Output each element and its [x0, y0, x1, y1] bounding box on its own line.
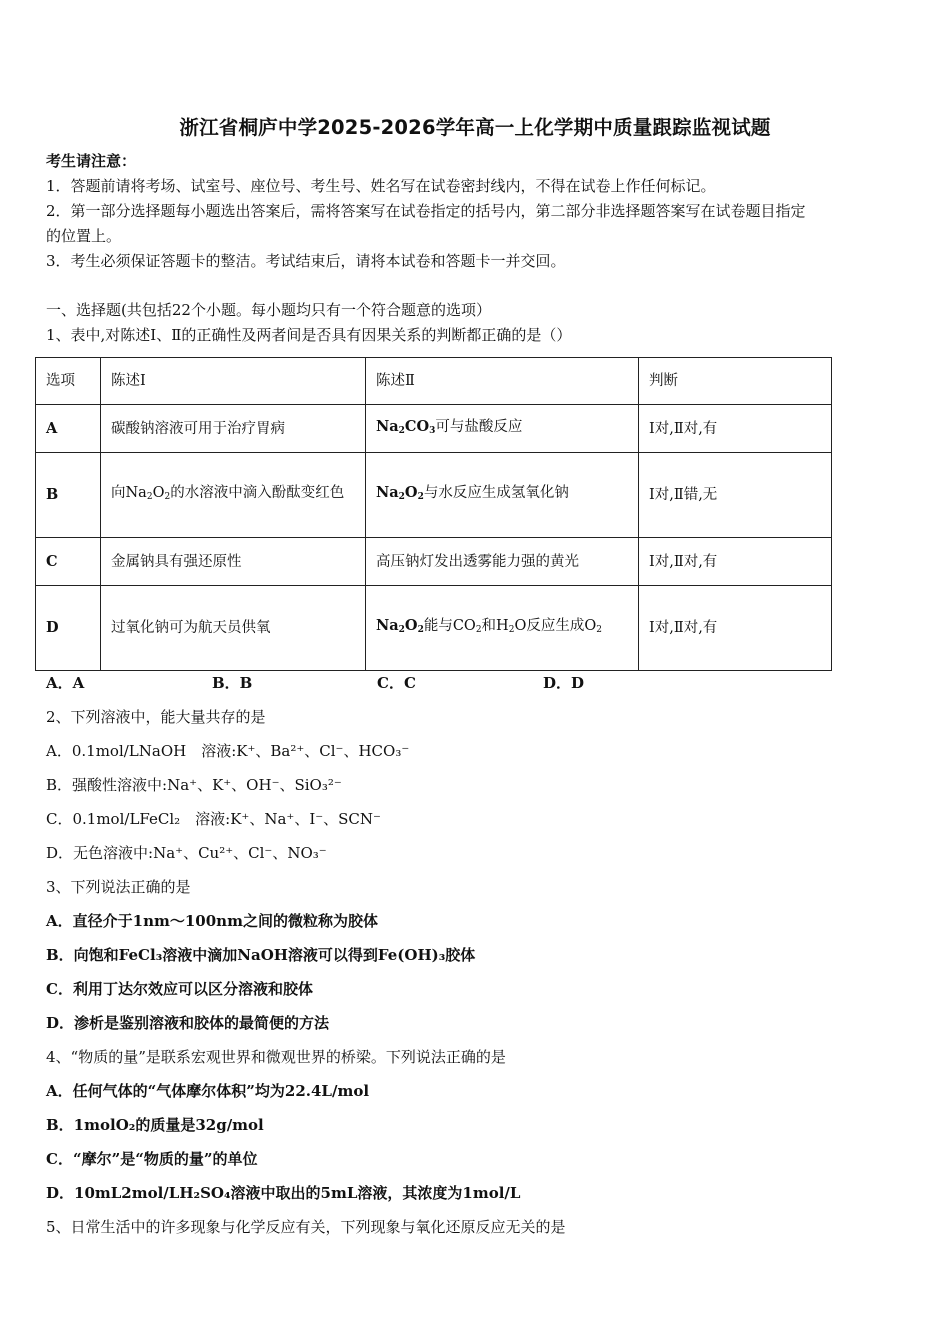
question-1-table	[35, 357, 832, 671]
table-cell-statement-2	[366, 405, 639, 453]
table-cell-statement-1: 碳酸钠溶液可用于治疗胃病	[101, 405, 366, 453]
statement-text: O反应生成O	[514, 618, 597, 634]
table-cell-judgement: Ⅰ对,Ⅱ对,有	[639, 405, 832, 453]
statement-text: 与水反应生成氢氧化钠	[423, 485, 569, 501]
notice-item: 的位置上。	[46, 227, 122, 245]
subscript: 2	[417, 625, 424, 635]
section-heading: 一、选择题(共包括22个小题。每小题均只有一个符合题意的选项）	[46, 301, 491, 319]
answer-option: A．任何气体的“气体摩尔体积”均为22.4L/mol	[46, 1082, 370, 1100]
subscript: 2	[398, 425, 405, 436]
question-4-stem: 4、“物质的量”是联系宏观世界和微观世界的桥梁。下列说法正确的是	[46, 1048, 506, 1066]
question-1-stem: 1、表中,对陈述Ⅰ、Ⅱ的正确性及两者间是否具有因果关系的判断都正确的是（）	[46, 326, 572, 344]
formula-text: O	[404, 484, 418, 501]
answer-option: C．0.1mol/LFeCl₂ 溶液:K⁺、Na⁺、I⁻、SCN⁻	[46, 810, 381, 828]
table-row	[36, 586, 832, 671]
formula-text: CO	[404, 417, 430, 435]
table-cell-statement-1: 过氧化钠可为航天员供氧	[101, 586, 366, 671]
answer-option: B．1molO₂的质量是32g/mol	[46, 1116, 264, 1134]
statement-text: 能与CO	[423, 618, 476, 634]
table-cell-option: B	[36, 453, 101, 538]
question-2-stem: 2、下列溶液中，能大量共存的是	[46, 708, 266, 726]
answer-option: C．“摩尔”是“物质的量”的单位	[46, 1150, 258, 1168]
formula-text: O	[404, 617, 418, 634]
subscript: 2	[398, 625, 405, 635]
answer-option: D．D	[543, 674, 585, 692]
subscript: 2	[596, 625, 602, 635]
table-cell-judgement: Ⅰ对,Ⅱ对,有	[639, 538, 832, 586]
question-5-stem: 5、日常生活中的许多现象与化学反应有关，下列现象与氧化还原反应无关的是	[46, 1218, 566, 1236]
notice-item: 2．第一部分选择题每小题选出答案后，需将答案写在试卷指定的括号内，第二部分非选择题答案写在试卷题目指定	[46, 202, 806, 220]
answer-option: A．直径介于1nm～100nm之间的微粒称为胶体	[46, 912, 378, 930]
table-header: 判断	[639, 358, 832, 405]
subscript: 2	[164, 492, 171, 502]
statement-text: 可与盐酸反应	[435, 418, 523, 435]
notice-item: 3．考生必须保证答题卡的整洁。考试结束后，请将本试卷和答题卡一并交回。	[46, 252, 566, 270]
table-cell-option: A	[36, 405, 101, 453]
subscript: 2	[475, 625, 482, 635]
answer-option: C．C	[377, 674, 416, 692]
answer-option: A．0.1mol/LNaOH 溶液:K⁺、Ba²⁺、Cl⁻、HCO₃⁻	[46, 742, 410, 760]
answer-option: B．B	[212, 674, 253, 692]
table-cell-statement-1: 金属钠具有强还原性	[101, 538, 366, 586]
answer-option: A．A	[46, 674, 85, 692]
table-cell-statement-2: 高压钠灯发出透雾能力强的黄光	[366, 538, 639, 586]
subscript: 2	[417, 492, 424, 502]
formula-text: Na	[376, 484, 399, 501]
table-row	[36, 453, 832, 538]
table-header: 陈述Ⅰ	[101, 358, 366, 405]
subscript: 2	[508, 625, 515, 635]
statement-text: 和H	[481, 618, 509, 634]
table-cell-option: D	[36, 586, 101, 671]
table-cell-option: C	[36, 538, 101, 586]
subscript: 2	[146, 492, 153, 502]
statement-text: 向Na	[111, 485, 147, 501]
answer-option: D．10mL2mol/LH₂SO₄溶液中取出的5mL溶液，其浓度为1mol/L	[46, 1184, 521, 1202]
subscript: 2	[398, 492, 405, 502]
statement-text: O	[152, 485, 165, 501]
subscript: 3	[429, 425, 436, 436]
answer-option: B．强酸性溶液中:Na⁺、K⁺、OH⁻、SiO₃²⁻	[46, 776, 342, 794]
answer-option: D．渗析是鉴别溶液和胶体的最简便的方法	[46, 1014, 330, 1032]
notice-item: 1．答题前请将考场、试室号、座位号、考生号、姓名写在试卷密封线内，不得在试卷上作任何标记。	[46, 177, 716, 195]
formula-text: Na	[376, 617, 399, 634]
table-header: 陈述Ⅱ	[366, 358, 639, 405]
table-header-row	[36, 358, 832, 405]
table-cell-judgement: Ⅰ对,Ⅱ对,有	[639, 586, 832, 671]
answer-option: C．利用丁达尔效应可以区分溶液和胶体	[46, 980, 313, 998]
formula-text: Na	[376, 417, 399, 435]
table-cell-judgement: Ⅰ对,Ⅱ错,无	[639, 453, 832, 538]
notice-heading: 考生请注意：	[46, 152, 137, 170]
answer-option: D．无色溶液中:Na⁺、Cu²⁺、Cl⁻、NO₃⁻	[46, 844, 327, 862]
page-title: 浙江省桐庐中学2025-2026学年高一上化学期中质量跟踪监视试题	[179, 116, 771, 139]
table-cell-statement-1	[101, 453, 366, 538]
table-cell-statement-2	[366, 586, 639, 671]
statement-text: 的水溶液中滴入酚酞变红色	[170, 485, 345, 501]
table-cell-statement-2	[366, 453, 639, 538]
answer-option: B．向饱和FeCl₃溶液中滴加NaOH溶液可以得到Fe(OH)₃胶体	[46, 946, 476, 964]
table-row	[36, 538, 832, 586]
table-header: 选项	[36, 358, 101, 405]
table-row	[36, 405, 832, 453]
question-3-stem: 3、下列说法正确的是	[46, 878, 191, 896]
